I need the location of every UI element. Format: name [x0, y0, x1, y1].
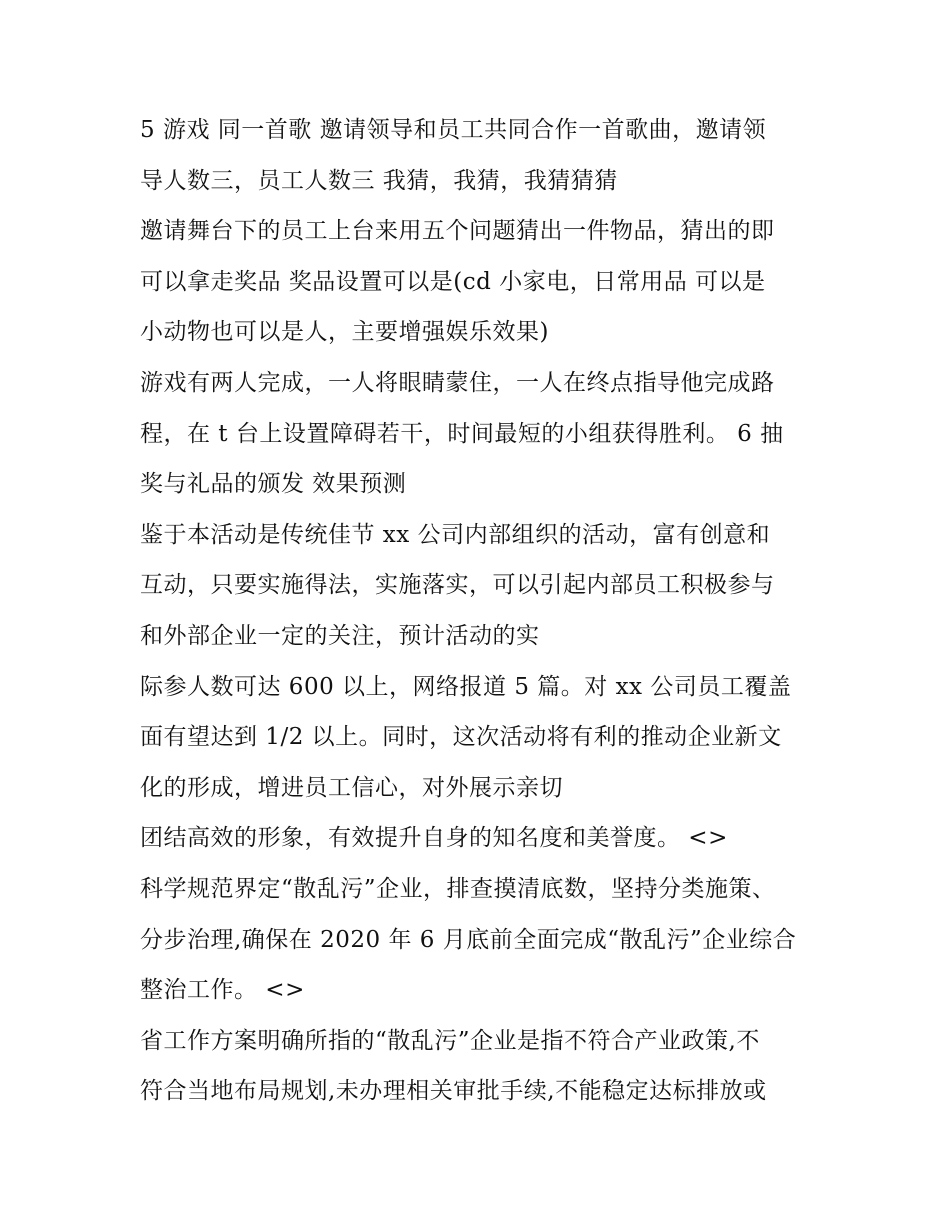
text-line: 面有望达到 1/2 以上。同时，这次活动将有利的推动企业新文	[140, 724, 782, 751]
text-line: 可以拿走奖品 奖品设置可以是(cd 小家电，日常用品 可以是	[140, 268, 766, 295]
text-line: 分步治理,确保在 2020 年 6 月底前全面完成“散乱污”企业综合	[140, 926, 797, 953]
text-line: 游戏有两人完成，一人将眼睛蒙住，一人在终点指导他完成路	[140, 369, 775, 396]
text-line: 导人数三，员工人数三 我猜，我猜，我猜猜猜	[140, 167, 618, 194]
text-line: 5 游戏 同一首歌 邀请领导和员工共同合作一首歌曲，邀请领	[140, 117, 767, 143]
document-body	[140, 105, 830, 1117]
text-line: 化的形成，增进员工信心，对外展示亲切	[140, 774, 563, 801]
text-line: 互动，只要实施得法，实施落实，可以引起内部员工积极参与	[140, 572, 775, 599]
text-line: 际参人数可达 600 以上，网络报道 5 篇。对 xx 公司员工覆盖	[140, 673, 792, 700]
text-line: 整治工作。 <>	[140, 977, 305, 1004]
text-line: 邀请舞台下的员工上台来用五个问题猜出一件物品，猜出的即	[140, 218, 775, 245]
text-line: 鉴于本活动是传统佳节 xx 公司内部组织的活动，富有创意和	[140, 521, 771, 548]
text-line: 和外部企业一定的关注，预计活动的实	[140, 622, 540, 649]
text-line: 小动物也可以是人，主要增强娱乐效果)	[140, 319, 549, 346]
text-line: 奖与礼品的颁发 效果预测	[140, 471, 407, 498]
text-line: 符合当地布局规划,未办理相关审批手续,不能稳定达标排放或	[140, 1078, 767, 1105]
text-line: 科学规范界定“散乱污”企业，排查摸清底数，坚持分类施策、	[140, 875, 776, 902]
text-line: 程，在 t 台上设置障碍若干，时间最短的小组获得胜利。 6 抽	[140, 420, 784, 447]
text-line: 省工作方案明确所指的“散乱污”企业是指不符合产业政策,不	[140, 1027, 760, 1054]
text-line: 团结高效的形象，有效提升自身的知名度和美誉度。 <>	[140, 825, 728, 852]
